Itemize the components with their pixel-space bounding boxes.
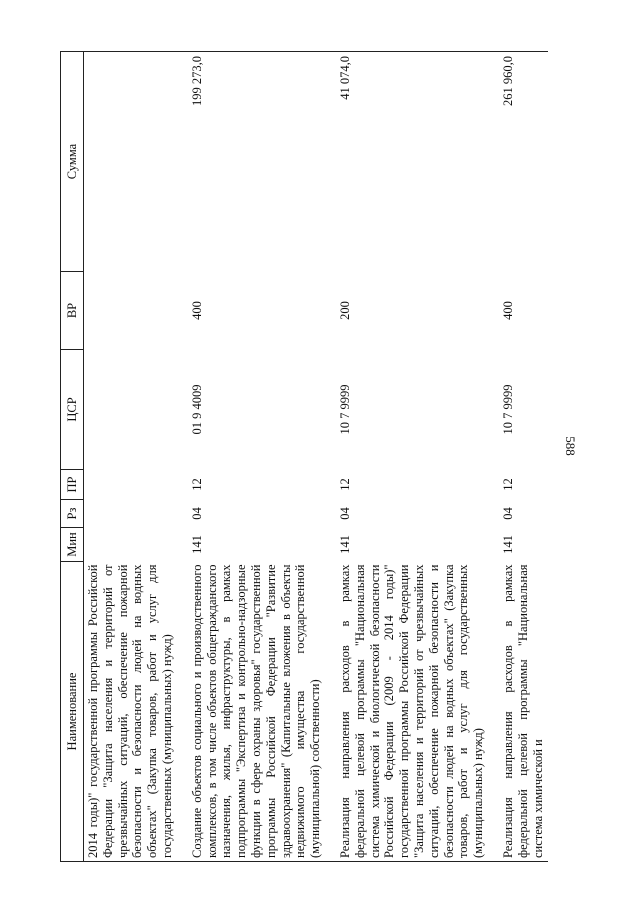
page-number: 588 xyxy=(562,436,578,456)
row-vr: 400 xyxy=(189,301,204,320)
row-min xyxy=(84,528,178,562)
row-vr: 200 xyxy=(337,301,352,320)
header-min: Мин xyxy=(61,528,84,562)
row-csr: 10 7 9999 xyxy=(500,384,515,435)
header-name: Наименование xyxy=(61,562,84,862)
row-pr xyxy=(84,470,178,500)
table-row xyxy=(188,52,326,862)
row-sum: 261 960,0 xyxy=(499,52,548,272)
header-csr: ЦСР xyxy=(61,350,84,470)
row-name: Реализация направления расходов в рамках федеральной целевой программы "Национальная система химической и xyxy=(499,562,548,862)
table-header-row xyxy=(61,52,84,862)
header-sum: Сумма xyxy=(61,52,84,272)
rotated-page-content xyxy=(60,52,580,862)
row-pr: 12 xyxy=(337,478,352,491)
row-rz: 04 xyxy=(189,507,204,520)
row-vr xyxy=(84,272,178,350)
row-name: 2014 годы)" государственной программы Российской Федерации "Защита населения и территорий от чрезвычайных ситуаций, обеспечение пожарной безопасности и безопасности людей на водных объектах" (Закупка товаров, работ и услуг для государственных (муниципальных) нужд) xyxy=(84,562,178,862)
row-min: 141 xyxy=(189,535,204,554)
row-name: Создание объектов социального и производственного комплексов, в том числе объектов общегражданского назначения, жилья, инфраструктуры, в рамках подпрограммы "Экспертиза и контрольно-надзорные функции в сфере охраны здоровья" государственной программы Российской Федерации "Развитие здравоохранения" (Капитальные вложения в объекты недвижимого имущества государственной (муниципальной) собственности) xyxy=(188,562,326,862)
header-vr: ВР xyxy=(61,272,84,350)
row-csr xyxy=(84,350,178,470)
row-min: 141 xyxy=(500,535,515,554)
header-rz: Рз xyxy=(61,500,84,528)
row-pr: 12 xyxy=(189,478,204,491)
table-row xyxy=(84,52,178,862)
row-csr: 10 7 9999 xyxy=(337,384,352,435)
row-csr: 01 9 4009 xyxy=(189,384,204,435)
header-pr: ПР xyxy=(61,470,84,500)
row-min: 141 xyxy=(337,535,352,554)
row-vr: 400 xyxy=(500,301,515,320)
row-rz xyxy=(84,500,178,528)
row-sum: 41 074,0 xyxy=(336,52,489,272)
table-row xyxy=(499,52,548,862)
row-rz: 04 xyxy=(337,507,352,520)
row-name: Реализация направления расходов в рамках федеральной целевой программы "Национальная система химической и биологической безопасности Российской Федерации (2009 - 2014 годы)" государственной программы Российской Федерации "Защита населения и территорий от чрезвычайных ситуаций, обеспечение пожарной безопасности и безопасности людей на водных объектах" (Закупка товаров, работ и услуг для государственных (муниципальных) нужд) xyxy=(336,562,489,862)
row-sum: 199 273,0 xyxy=(188,52,326,272)
row-pr: 12 xyxy=(500,478,515,491)
table-row xyxy=(336,52,489,862)
row-sum xyxy=(84,52,178,272)
row-rz: 04 xyxy=(500,507,515,520)
budget-table xyxy=(60,51,548,862)
